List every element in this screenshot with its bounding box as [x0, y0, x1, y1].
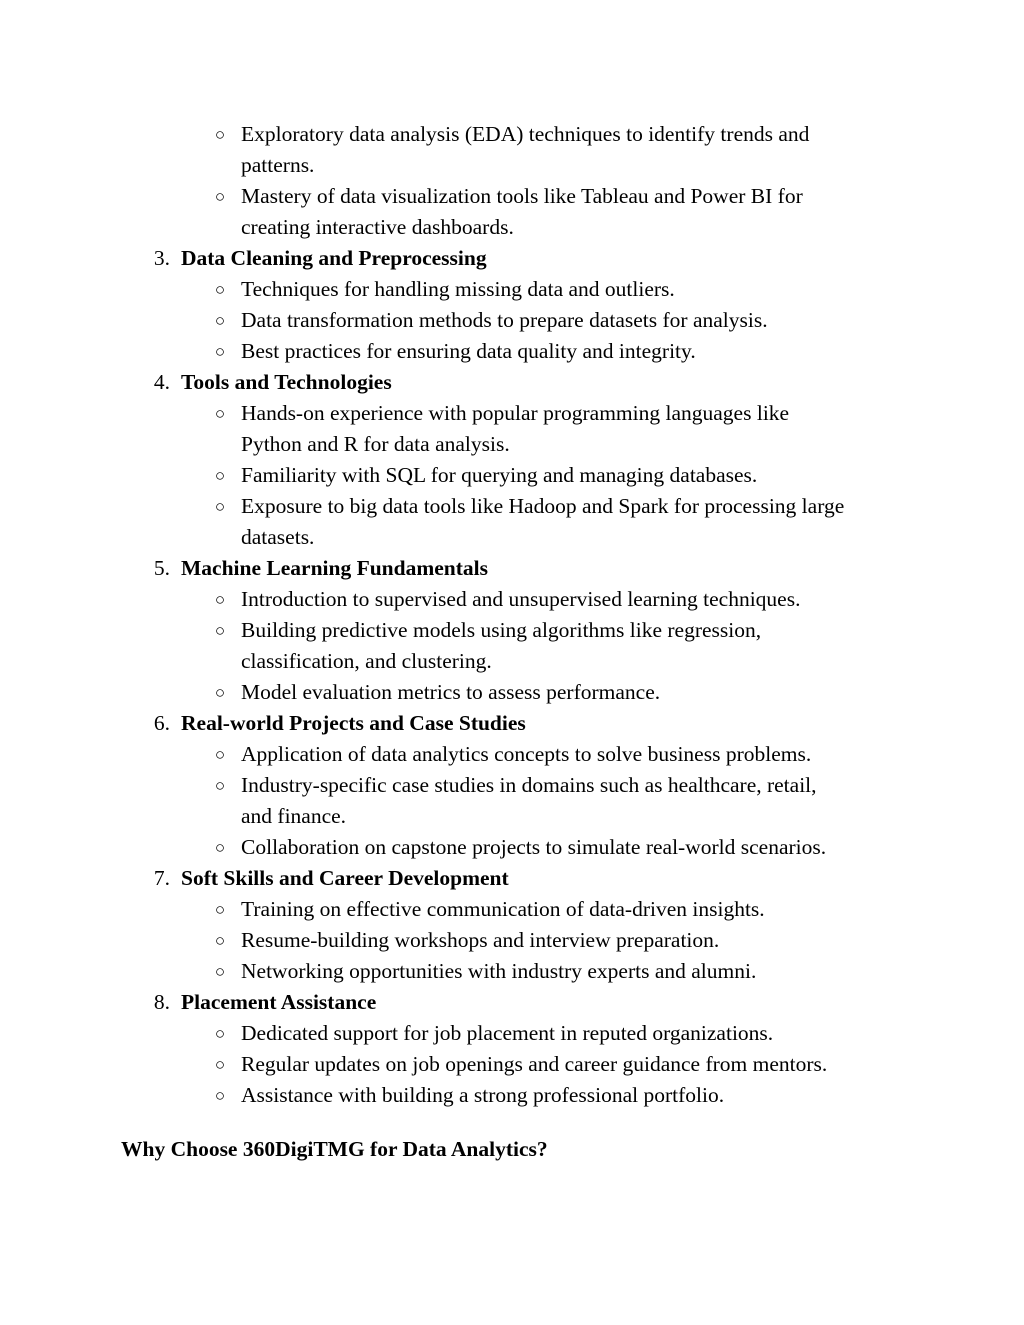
list-number: 4.: [153, 370, 170, 394]
numbered-heading-item: [0, 553, 1024, 584]
list-item-continuation: [0, 801, 1024, 832]
sub-bullet-item: [0, 956, 1024, 987]
sub-bullet-item: [0, 491, 1024, 522]
list-item-text: Model evaluation metrics to assess performance.: [241, 680, 661, 704]
sub-bullet-item: [0, 1049, 1024, 1080]
list-item-text: Techniques for handling missing data and outliers.: [241, 277, 675, 301]
list-item-text: patterns.: [241, 153, 315, 177]
numbered-heading-item: [0, 367, 1024, 398]
list-item-continuation: [0, 150, 1024, 181]
numbered-heading-item: [0, 243, 1024, 274]
hollow-circle-bullet-icon: ○: [214, 125, 226, 144]
hollow-circle-bullet-icon: ○: [214, 900, 226, 919]
sub-bullet-item: [0, 832, 1024, 863]
list-heading-text: Machine Learning Fundamentals: [181, 556, 488, 580]
list-heading-text: Soft Skills and Career Development: [181, 866, 509, 890]
hollow-circle-bullet-icon: ○: [214, 962, 226, 981]
hollow-circle-bullet-icon: ○: [214, 1086, 226, 1105]
list-heading-text: Real-world Projects and Case Studies: [181, 711, 526, 735]
list-heading-text: Tools and Technologies: [181, 370, 392, 394]
list-item-text: Resume-building workshops and interview preparation.: [241, 928, 720, 952]
sub-bullet-item: [0, 925, 1024, 956]
numbered-heading-item: [0, 987, 1024, 1018]
sub-bullet-item: [0, 739, 1024, 770]
list-number: 6.: [153, 711, 170, 735]
hollow-circle-bullet-icon: ○: [214, 311, 226, 330]
list-item-text: Regular updates on job openings and career guidance from mentors.: [241, 1052, 828, 1076]
list-item-text: Introduction to supervised and unsupervised learning techniques.: [241, 587, 801, 611]
hollow-circle-bullet-icon: ○: [214, 404, 226, 423]
list-item-text: Mastery of data visualization tools like Tableau and Power BI for: [241, 184, 803, 208]
sub-bullet-item: [0, 398, 1024, 429]
document-list: [0, 119, 1024, 1111]
list-item-continuation: [0, 429, 1024, 460]
sub-bullet-item: [0, 305, 1024, 336]
hollow-circle-bullet-icon: ○: [214, 745, 226, 764]
sub-bullet-item: [0, 584, 1024, 615]
hollow-circle-bullet-icon: ○: [214, 931, 226, 950]
list-number: 5.: [153, 556, 170, 580]
list-item-text: Training on effective communication of data-driven insights.: [241, 897, 765, 921]
sub-bullet-item: [0, 770, 1024, 801]
list-item-continuation: [0, 212, 1024, 243]
sub-bullet-item: [0, 274, 1024, 305]
hollow-circle-bullet-icon: ○: [214, 280, 226, 299]
list-item-text: Hands-on experience with popular programming languages like: [241, 401, 790, 425]
sub-bullet-item: [0, 336, 1024, 367]
list-heading-text: Data Cleaning and Preprocessing: [181, 246, 487, 270]
hollow-circle-bullet-icon: ○: [214, 776, 226, 795]
list-item-continuation: [0, 522, 1024, 553]
list-item-text: Exploratory data analysis (EDA) techniques to identify trends and: [241, 122, 810, 146]
list-item-text: Assistance with building a strong professional portfolio.: [241, 1083, 725, 1107]
sub-bullet-item: [0, 615, 1024, 646]
list-item-continuation: [0, 646, 1024, 677]
list-item-text: Application of data analytics concepts to solve business problems.: [241, 742, 812, 766]
sub-bullet-item: [0, 677, 1024, 708]
list-item-text: creating interactive dashboards.: [241, 215, 514, 239]
hollow-circle-bullet-icon: ○: [214, 1055, 226, 1074]
list-item-text: Python and R for data analysis.: [241, 432, 510, 456]
sub-bullet-item: [0, 1018, 1024, 1049]
numbered-heading-item: [0, 708, 1024, 739]
list-item-text: datasets.: [241, 525, 315, 549]
sub-bullet-item: [0, 894, 1024, 925]
list-item-text: Industry-specific case studies in domains such as healthcare, retail,: [241, 773, 817, 797]
hollow-circle-bullet-icon: ○: [214, 621, 226, 640]
hollow-circle-bullet-icon: ○: [214, 1024, 226, 1043]
list-item-text: Familiarity with SQL for querying and managing databases.: [241, 463, 758, 487]
hollow-circle-bullet-icon: ○: [214, 187, 226, 206]
list-item-text: and finance.: [241, 804, 347, 828]
list-item-text: Exposure to big data tools like Hadoop and Spark for processing large: [241, 494, 845, 518]
sub-bullet-item: [0, 460, 1024, 491]
sub-bullet-item: [0, 119, 1024, 150]
hollow-circle-bullet-icon: ○: [214, 342, 226, 361]
list-number: 7.: [153, 866, 170, 890]
hollow-circle-bullet-icon: ○: [214, 683, 226, 702]
list-heading-text: Placement Assistance: [181, 990, 377, 1014]
list-item-text: Best practices for ensuring data quality and integrity.: [241, 339, 696, 363]
hollow-circle-bullet-icon: ○: [214, 838, 226, 857]
list-item-text: Data transformation methods to prepare datasets for analysis.: [241, 308, 768, 332]
list-item-text: Building predictive models using algorithms like regression,: [241, 618, 762, 642]
sub-bullet-item: [0, 181, 1024, 212]
list-item-text: Networking opportunities with industry experts and alumni.: [241, 959, 757, 983]
numbered-heading-item: [0, 863, 1024, 894]
list-number: 3.: [153, 246, 170, 270]
hollow-circle-bullet-icon: ○: [214, 497, 226, 516]
hollow-circle-bullet-icon: ○: [214, 466, 226, 485]
sub-bullet-item: [0, 1080, 1024, 1111]
section-heading: Why Choose 360DigiTMG for Data Analytics?: [121, 1137, 548, 1161]
list-number: 8.: [153, 990, 170, 1014]
list-item-text: Collaboration on capstone projects to simulate real-world scenarios.: [241, 835, 827, 859]
list-item-text: Dedicated support for job placement in reputed organizations.: [241, 1021, 774, 1045]
hollow-circle-bullet-icon: ○: [214, 590, 226, 609]
list-item-text: classification, and clustering.: [241, 649, 492, 673]
